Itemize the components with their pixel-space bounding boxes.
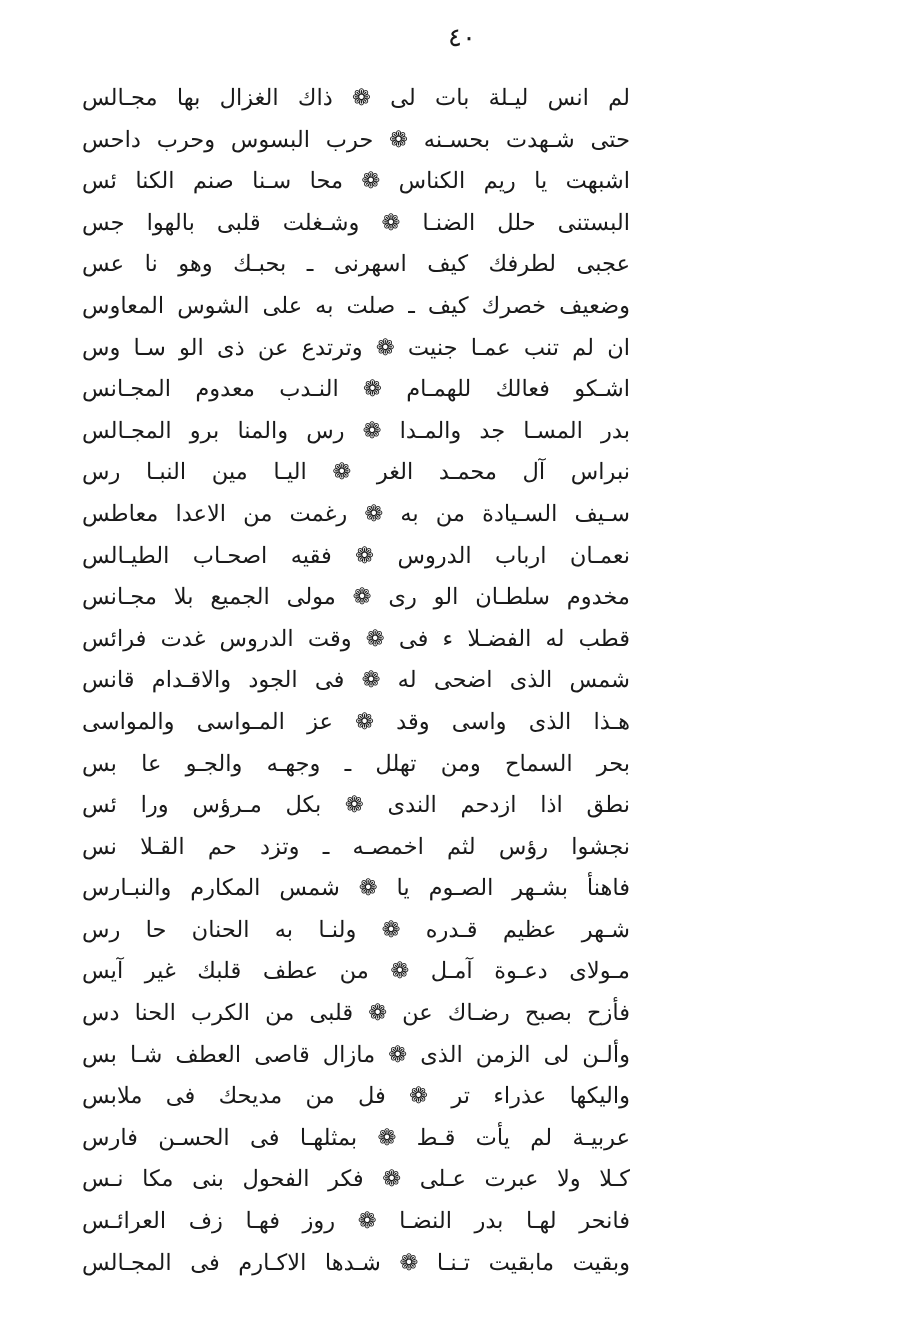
verse-line: هـذا الذى واسى وقد ❁ عز المـواسى والمواسى xyxy=(82,708,630,735)
verse-line: فانحر لهـا بدر النضـا ❁ روز فهـا زف العرائـس xyxy=(82,1208,630,1235)
verse-line: حتى شـهدت بحسـنه ❁ حرب البسوس وحرب داحس xyxy=(82,126,630,153)
verse-line: شـهر عظيم قـدره ❁ ولنـا به الحنان حا رس xyxy=(82,916,630,943)
verse-line: شمس الذى اضحى له ❁ فى الجود والاقـدام قانس xyxy=(82,667,630,694)
verse-line: كـلا ولا عبرت عـلى ❁ فكر الفحول بنى مكا نـس xyxy=(82,1166,630,1193)
verse-line: البستنى حلل الضنـا ❁ وشـغلت قلبى بالهوا جس xyxy=(82,209,630,236)
verse-line: نعمـان ارباب الدروس ❁ فقيه اصحـاب الطيـالس xyxy=(82,542,630,569)
verse-line: نطق اذا ازدحم الندى ❁ بكل مـرؤس ورا ئس xyxy=(82,792,630,819)
verse-line: نبراس آل محمـد الغر ❁ اليـا مين النبـا رس xyxy=(82,459,630,486)
page-number: ٤٠ xyxy=(448,23,476,53)
verse-line: مـولاى دعـوة آمـل ❁ من عطف قلبك غير آيس xyxy=(82,958,630,985)
verse-line: بدر المسـا جد والمـدا ❁ رس والمنا برو المجـالس xyxy=(82,417,630,444)
verse-line: واليكها عذراء تر ❁ فل من مديحك فى ملابس xyxy=(82,1083,630,1110)
verse-line: فاهنأ بشـهر الصـوم يا ❁ شمس المكارم والنبـارس xyxy=(82,875,630,902)
verse-line: لم انس ليـلة بات لى ❁ ذاك الغزال بها مجـالس xyxy=(82,85,630,111)
verse-line: ان لم تنب عمـا جنيت ❁ وترتدع عن ذى الو سـا وس xyxy=(82,334,630,361)
verse-line: عربيـة لم يأت قـط ❁ بمثلهـا فى الحسـن فارس xyxy=(82,1124,630,1151)
verse-line: وألـن لى الزمن الذى ❁ مازال قاصى العطف شـا بس xyxy=(82,1041,630,1068)
verse-line: بحر السماح ومن تهلل ـ وجهـه والجـو عا بس xyxy=(82,750,630,777)
verse-line: اشبهت يا ريم الكناس ❁ محا سـنا صنم الكنا ئس xyxy=(82,168,630,195)
poem-body xyxy=(82,78,630,1284)
verse-line: وبقيت مابقيت تـنـا ❁ شـدها الاكـارم فى المجـالس xyxy=(82,1249,630,1276)
verse-line: اشـكو فعالك للهمـام ❁ النـدب معدوم المجـانس xyxy=(82,376,630,403)
verse-line: فأزح بصبح رضـاك عن ❁ قلبى من الكرب الحنا دس xyxy=(82,1000,630,1027)
verse-line: نجشوا رؤس لثم اخمصـه ـ وتزد حم القـلا نس xyxy=(82,833,630,860)
verse-line: مخدوم سلطـان الو رى ❁ مولى الجميع بلا مجـانس xyxy=(82,584,630,611)
verse-line: قطب له الفضـلا ء فى ❁ وقت الدروس غدت فرائس xyxy=(82,625,630,652)
verse-line: وضعيف خصرك كيف ـ صلت به على الشوس المعاوس xyxy=(82,292,630,319)
verse-line: عجبى لطرفك كيف اسهرنى ـ بحبـك وهو نا عس xyxy=(82,251,630,278)
verse-line: سـيف السـيادة من به ❁ رغمت من الاعدا معاطس xyxy=(82,500,630,527)
